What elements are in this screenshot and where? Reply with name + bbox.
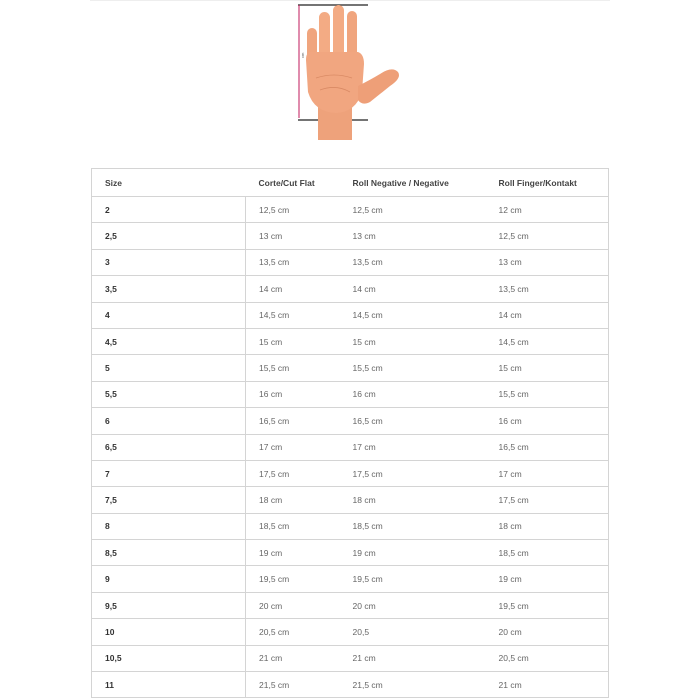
table-row — [92, 434, 609, 460]
table-row — [92, 619, 609, 645]
size-cell: 5 — [92, 355, 246, 381]
roll-finger-cell: 13,5 cm — [486, 276, 609, 302]
size-cell: 9,5 — [92, 592, 246, 618]
table-row — [92, 223, 609, 249]
roll-finger-cell: 14 cm — [486, 302, 609, 328]
roll-finger-cell: 19 cm — [486, 566, 609, 592]
cut-flat-cell: 12,5 cm — [246, 197, 340, 223]
cut-flat-cell: 19 cm — [246, 540, 340, 566]
cut-flat-cell: 14 cm — [246, 276, 340, 302]
roll-negative-cell: 14 cm — [340, 276, 486, 302]
table-body — [92, 197, 609, 698]
table-row — [92, 276, 609, 302]
roll-finger-cell: 20,5 cm — [486, 645, 609, 671]
roll-negative-cell: 19,5 cm — [340, 566, 486, 592]
roll-negative-cell: 21,5 cm — [340, 672, 486, 698]
roll-negative-cell: 20 cm — [340, 592, 486, 618]
size-cell: 11 — [92, 672, 246, 698]
roll-finger-cell: 20 cm — [486, 619, 609, 645]
size-cell: 3,5 — [92, 276, 246, 302]
table-row — [92, 540, 609, 566]
table-row — [92, 381, 609, 407]
roll-finger-cell: 12 cm — [486, 197, 609, 223]
cut-flat-cell: 15,5 cm — [246, 355, 340, 381]
roll-finger-cell: 18,5 cm — [486, 540, 609, 566]
cut-flat-cell: 13,5 cm — [246, 249, 340, 275]
size-cell: 6,5 — [92, 434, 246, 460]
table-row — [92, 672, 609, 698]
cut-flat-cell: 17 cm — [246, 434, 340, 460]
roll-negative-cell: 16 cm — [340, 381, 486, 407]
table-row — [92, 592, 609, 618]
size-cell: 10,5 — [92, 645, 246, 671]
cut-flat-cell: 13 cm — [246, 223, 340, 249]
size-cell: 5,5 — [92, 381, 246, 407]
header-size: Size — [92, 169, 246, 197]
roll-negative-cell: 16,5 cm — [340, 408, 486, 434]
size-cell: 10 — [92, 619, 246, 645]
size-cell: 8,5 — [92, 540, 246, 566]
cut-flat-cell: 15 cm — [246, 328, 340, 354]
cut-flat-cell: 18,5 cm — [246, 513, 340, 539]
roll-negative-cell: 12,5 cm — [340, 197, 486, 223]
cut-flat-cell: 21,5 cm — [246, 672, 340, 698]
table-row — [92, 302, 609, 328]
cut-flat-cell: 20 cm — [246, 592, 340, 618]
size-cell: 4 — [92, 302, 246, 328]
size-cell: 9 — [92, 566, 246, 592]
table-row — [92, 355, 609, 381]
cut-flat-cell: 21 cm — [246, 645, 340, 671]
cut-flat-cell: 14,5 cm — [246, 302, 340, 328]
roll-negative-cell: 13 cm — [340, 223, 486, 249]
table-row — [92, 408, 609, 434]
roll-negative-cell: 17 cm — [340, 434, 486, 460]
cut-flat-cell: 18 cm — [246, 487, 340, 513]
cut-flat-cell: 20,5 cm — [246, 619, 340, 645]
size-cell: 2 — [92, 197, 246, 223]
header-roll-finger: Roll Finger/Kontakt — [486, 169, 609, 197]
roll-negative-cell: 14,5 cm — [340, 302, 486, 328]
roll-finger-cell: 18 cm — [486, 513, 609, 539]
roll-finger-cell: 15,5 cm — [486, 381, 609, 407]
roll-negative-cell: 19 cm — [340, 540, 486, 566]
size-cell: 6 — [92, 408, 246, 434]
roll-negative-cell: 18,5 cm — [340, 513, 486, 539]
roll-finger-cell: 16,5 cm — [486, 434, 609, 460]
size-cell: 3 — [92, 249, 246, 275]
cut-flat-cell: 16,5 cm — [246, 408, 340, 434]
size-cell: 4,5 — [92, 328, 246, 354]
roll-negative-cell: 20,5 — [340, 619, 486, 645]
table-row — [92, 645, 609, 671]
roll-finger-cell: 17 cm — [486, 460, 609, 486]
table-row — [92, 460, 609, 486]
size-cell: 2,5 — [92, 223, 246, 249]
cut-flat-cell: 16 cm — [246, 381, 340, 407]
hand-illustration — [290, 0, 410, 140]
roll-negative-cell: 18 cm — [340, 487, 486, 513]
roll-finger-cell: 14,5 cm — [486, 328, 609, 354]
cut-flat-cell: 19,5 cm — [246, 566, 340, 592]
size-chart-table — [91, 168, 609, 698]
roll-negative-cell: 21 cm — [340, 645, 486, 671]
roll-negative-cell: 15 cm — [340, 328, 486, 354]
roll-negative-cell: 17,5 cm — [340, 460, 486, 486]
table-header-row — [92, 169, 609, 197]
table-row — [92, 487, 609, 513]
roll-finger-cell: 12,5 cm — [486, 223, 609, 249]
roll-negative-cell: 13,5 cm — [340, 249, 486, 275]
roll-finger-cell: 21 cm — [486, 672, 609, 698]
size-cell: 7 — [92, 460, 246, 486]
table-row — [92, 328, 609, 354]
header-roll-negative: Roll Negative / Negative — [340, 169, 486, 197]
roll-finger-cell: 17,5 cm — [486, 487, 609, 513]
header-corte-cut-flat: Corte/Cut Flat — [246, 169, 340, 197]
table-row — [92, 566, 609, 592]
roll-negative-cell: 15,5 cm — [340, 355, 486, 381]
table-row — [92, 513, 609, 539]
roll-finger-cell: 16 cm — [486, 408, 609, 434]
roll-finger-cell: 13 cm — [486, 249, 609, 275]
size-cell: 8 — [92, 513, 246, 539]
table-row — [92, 249, 609, 275]
palm-shape — [306, 52, 364, 113]
cut-flat-cell: 17,5 cm — [246, 460, 340, 486]
thumb-shape — [358, 69, 399, 103]
size-cell: 7,5 — [92, 487, 246, 513]
roll-finger-cell: 15 cm — [486, 355, 609, 381]
measure-label: cm — [300, 52, 305, 58]
hand-measure-icon — [290, 0, 410, 140]
table-row — [92, 197, 609, 223]
roll-finger-cell: 19,5 cm — [486, 592, 609, 618]
